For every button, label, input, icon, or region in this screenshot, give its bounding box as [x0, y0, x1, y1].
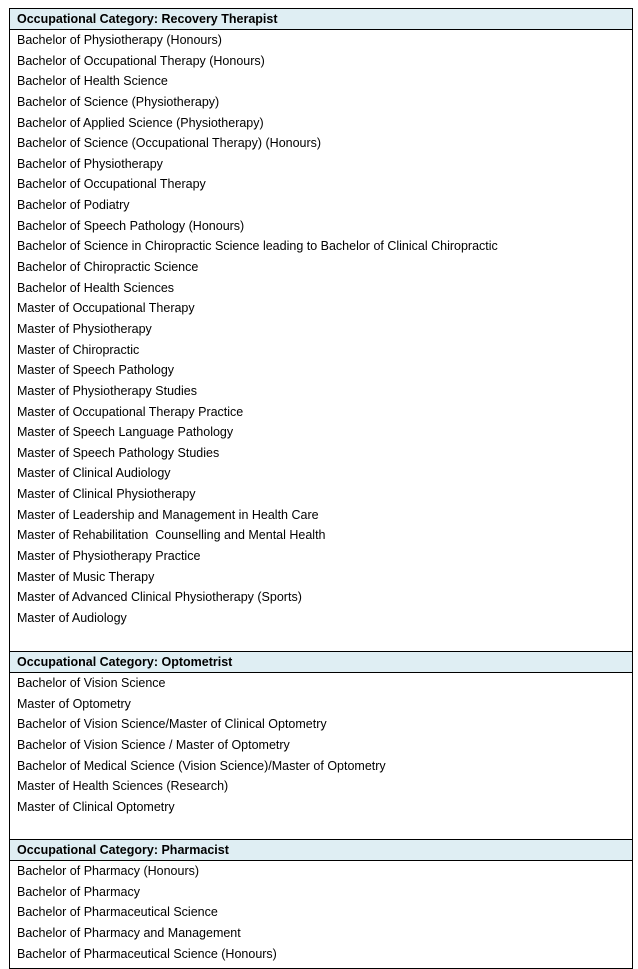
qualification-item: Master of Physiotherapy — [17, 321, 152, 336]
qualification-item: Master of Health Sciences (Research) — [17, 779, 229, 794]
section-header: Occupational Category: Pharmacist — [10, 840, 632, 861]
qualification-item: Master of Advanced Clinical Physiotherapy (Sports) — [17, 590, 302, 605]
qualification-item: Master of Audiology — [17, 610, 127, 625]
section-optometrist — [9, 651, 633, 840]
qualifications-table — [9, 8, 633, 969]
qualification-item: Master of Speech Pathology Studies — [17, 445, 220, 460]
qualification-item: Master of Occupational Therapy — [17, 301, 195, 316]
qualification-item: Bachelor of Health Science — [17, 74, 168, 89]
qualification-item: Bachelor of Pharmacy — [17, 884, 140, 899]
section-recovery-therapist — [9, 8, 633, 652]
qualification-item: Bachelor of Health Sciences — [17, 280, 175, 295]
qualification-item: Bachelor of Applied Science (Physiotherapy) — [17, 115, 264, 130]
qualification-item: Bachelor of Physiotherapy (Honours) — [17, 33, 222, 47]
section-header: Occupational Category: Optometrist — [10, 652, 632, 673]
qualification-item: Bachelor of Science in Chiropractic Science leading to Bachelor of Clinical Chiropractic — [17, 239, 498, 254]
qualification-item: Bachelor of Pharmacy (Honours) — [17, 864, 200, 878]
qualification-item: Master of Occupational Therapy Practice — [17, 404, 244, 419]
qualification-item: Bachelor of Vision Science/Master of Clinical Optometry — [17, 717, 327, 732]
qualification-item: Bachelor of Occupational Therapy — [17, 177, 206, 192]
qualification-item: Master of Physiotherapy Practice — [17, 549, 201, 564]
qualification-item: Bachelor of Medical Science (Vision Science)/Master of Optometry — [17, 758, 386, 773]
qualification-item: Master of Music Therapy — [17, 569, 155, 584]
qualification-item: Bachelor of Occupational Therapy (Honours) — [17, 53, 265, 68]
qualification-item: Bachelor of Pharmaceutical Science — [17, 905, 218, 920]
qualification-item: Master of Speech Pathology — [17, 363, 175, 378]
qualification-list — [10, 30, 632, 651]
qualification-item: Master of Clinical Optometry — [17, 799, 175, 814]
qualification-item: Master of Leadership and Management in Health Care — [17, 507, 319, 522]
qualification-item: Bachelor of Pharmaceutical Science (Honours) — [17, 946, 277, 961]
qualification-item: Master of Speech Language Pathology — [17, 425, 234, 440]
qualification-item: Bachelor of Podiatry — [17, 198, 130, 213]
qualification-item: Bachelor of Pharmacy and Management — [17, 925, 241, 940]
qualification-item: Bachelor of Chiropractic Science — [17, 260, 199, 275]
qualification-item: Bachelor of Science (Occupational Therapy) (Honours) — [17, 136, 322, 151]
qualification-item: Bachelor of Science (Physiotherapy) — [17, 94, 220, 109]
qualification-list — [10, 673, 632, 839]
qualification-item: Master of Optometry — [17, 696, 131, 711]
qualification-item: Bachelor of Vision Science — [17, 676, 166, 690]
qualification-item: Master of Clinical Audiology — [17, 466, 171, 481]
qualification-item: Bachelor of Vision Science / Master of Optometry — [17, 737, 290, 752]
qualification-item: Master of Rehabilitation Counselling and Mental Health — [17, 528, 326, 543]
section-pharmacist — [9, 839, 633, 969]
section-header: Occupational Category: Recovery Therapist — [10, 9, 632, 30]
qualification-item: Bachelor of Physiotherapy — [17, 156, 163, 171]
qualification-item: Master of Physiotherapy Studies — [17, 383, 197, 398]
qualification-item: Master of Chiropractic — [17, 342, 140, 357]
qualification-list — [10, 861, 632, 968]
qualification-item: Master of Clinical Physiotherapy — [17, 487, 196, 502]
qualification-item: Bachelor of Speech Pathology (Honours) — [17, 218, 245, 233]
